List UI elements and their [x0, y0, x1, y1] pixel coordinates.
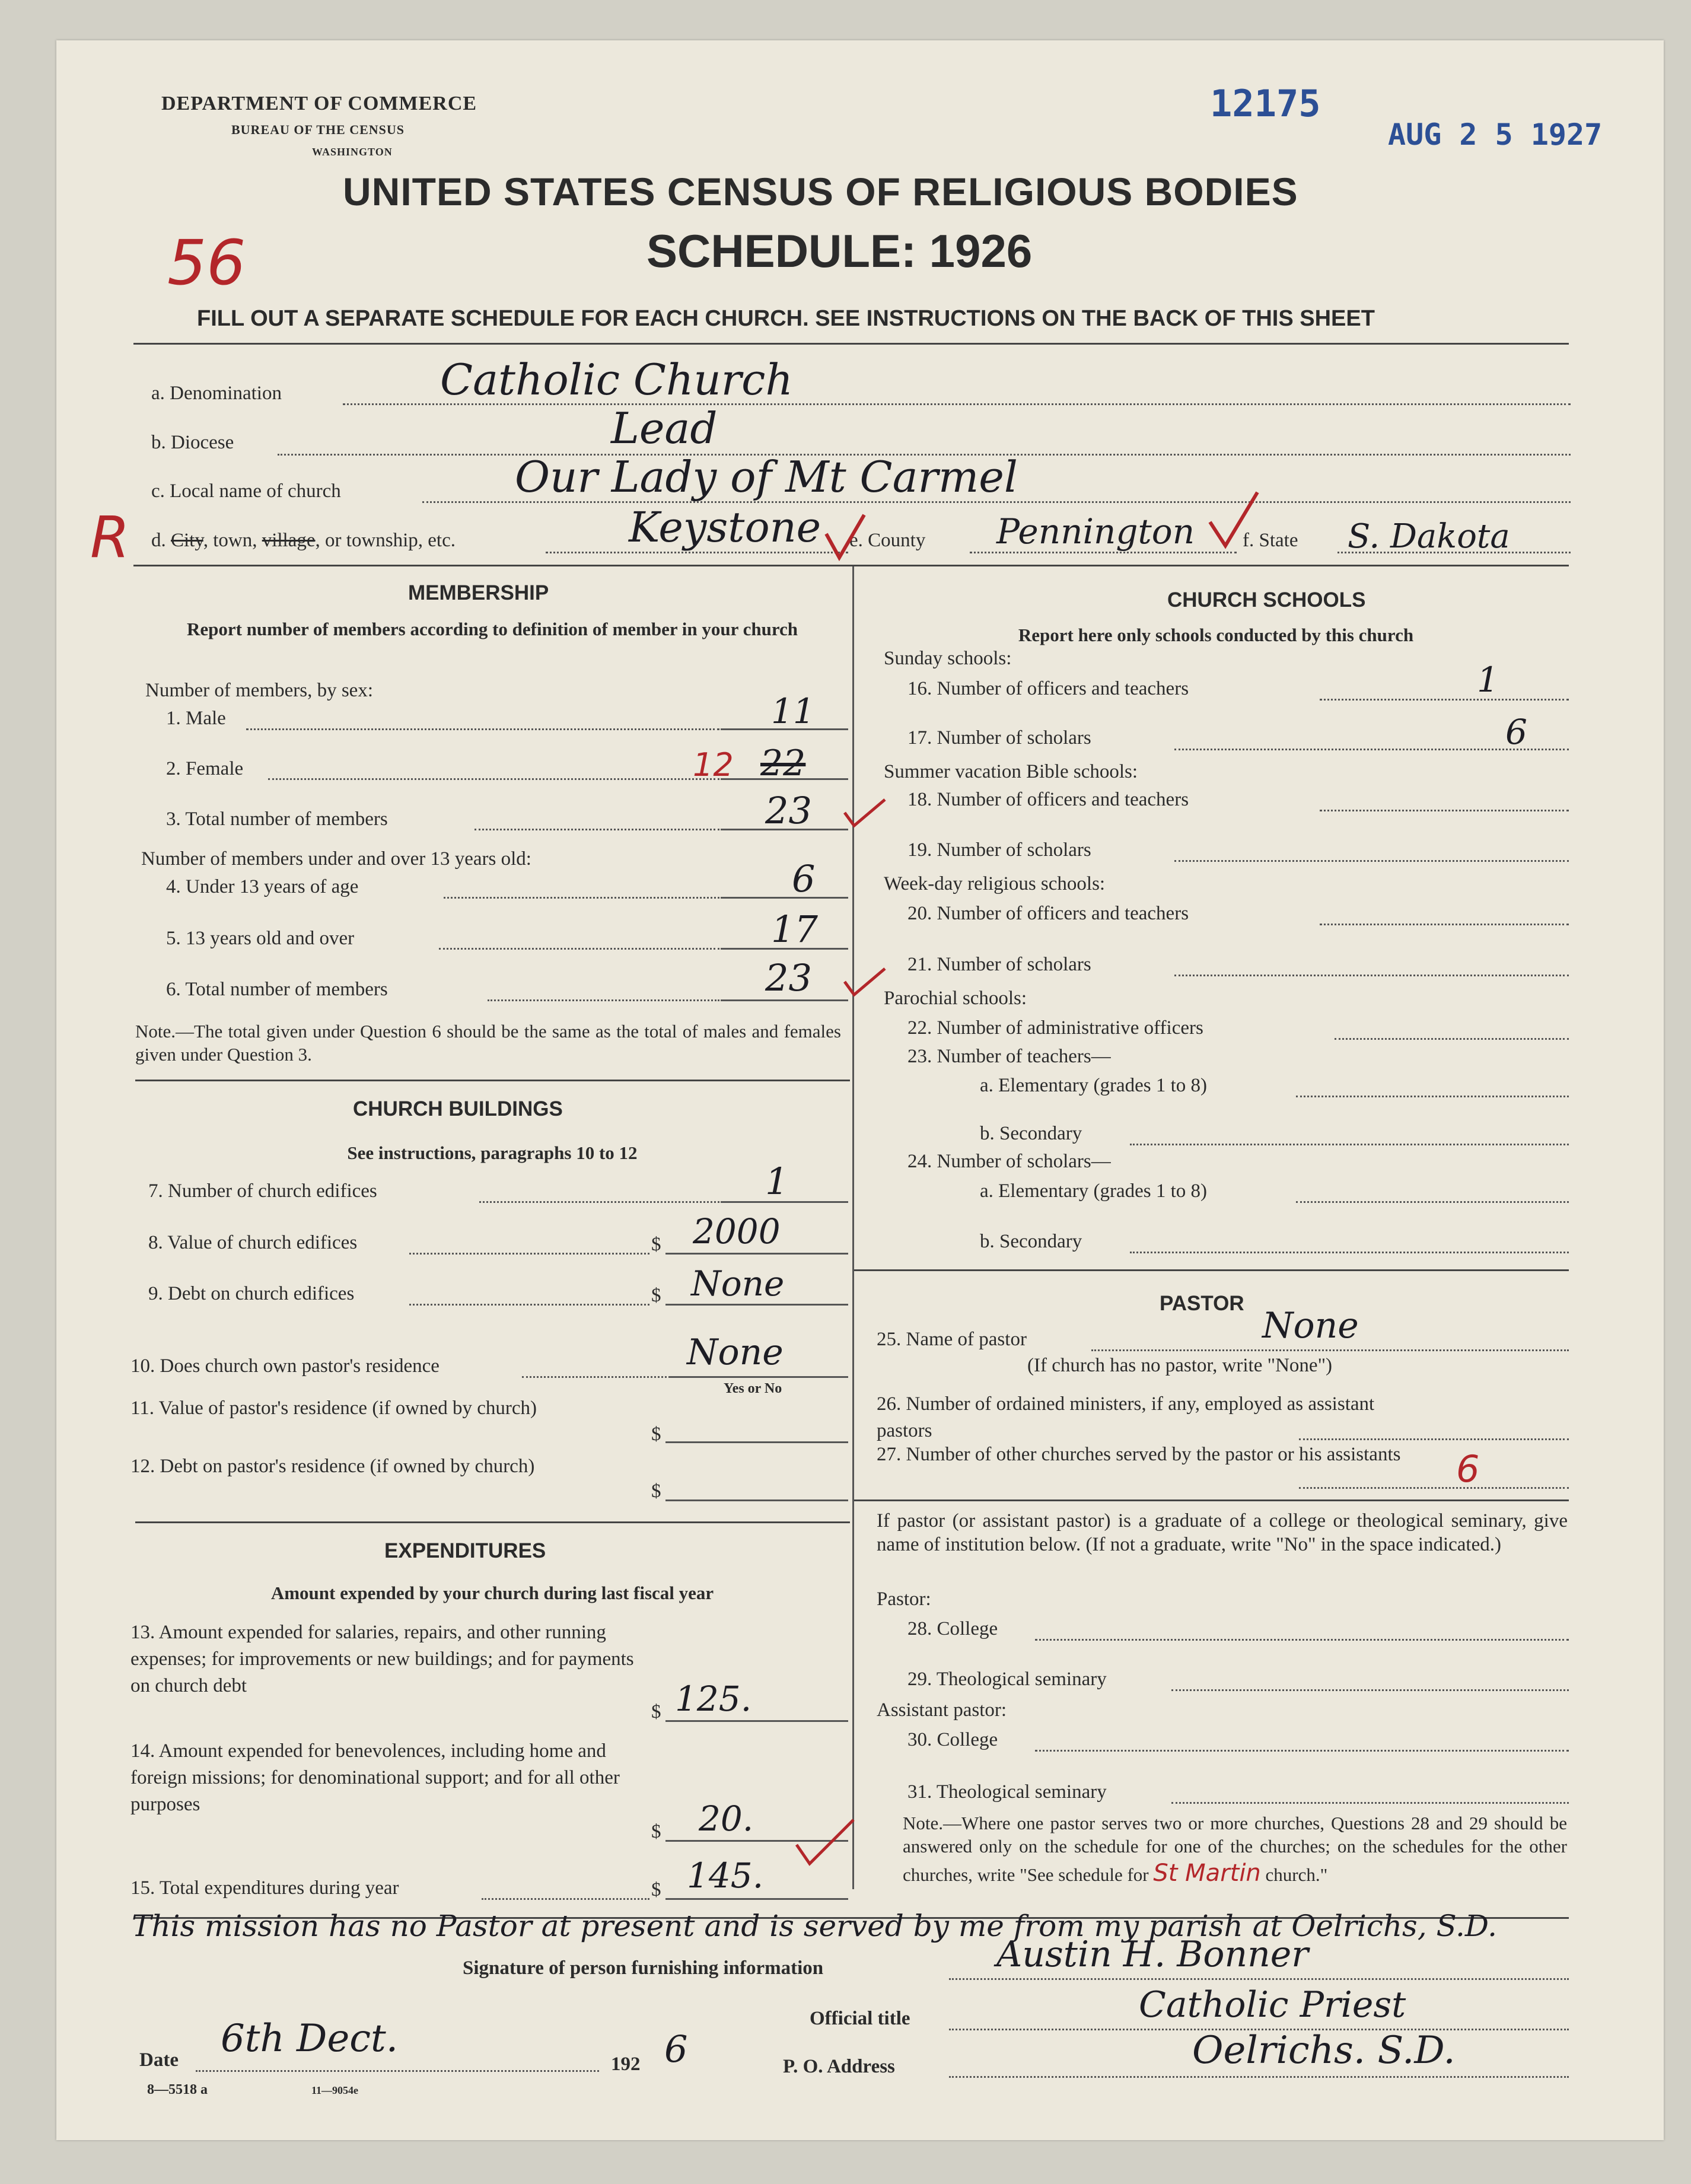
q4-leader [444, 897, 719, 899]
date-label: Date [139, 2049, 179, 2071]
state-label: f. State [1243, 530, 1298, 551]
county-label: e. County [849, 530, 926, 551]
q29-label: 29. Theological seminary [907, 1669, 1107, 1690]
q9-label: 9. Debt on church edifices [148, 1283, 355, 1304]
q1-leader [246, 728, 719, 730]
pastor-note-text: Note.—Where one pastor serves two or more churches, Questions 28 and 29 should be answered only on the schedule for one of the churches; on the schedules for the other churches, write "See schedule for [903, 1813, 1567, 1885]
q24a-answer-line [1296, 1201, 1569, 1203]
pastor-top-rule [854, 1499, 1569, 1501]
q24a-label: a. Elementary (grades 1 to 8) [980, 1180, 1208, 1202]
q10-value: None [687, 1332, 784, 1373]
q16-label: 16. Number of officers and teachers [907, 678, 1189, 699]
expenditures-heading: EXPENDITURES [384, 1539, 546, 1562]
pastor-note [903, 1812, 1567, 1888]
schedule-year: SCHEDULE: 1926 [647, 225, 1033, 277]
q23b-answer-line [1130, 1144, 1569, 1145]
q23b-label: b. Secondary [980, 1123, 1082, 1144]
year-value: 6 [664, 2027, 688, 2071]
date-value: 6th Dect. [221, 2017, 399, 2061]
q13-value: 125. [675, 1679, 752, 1719]
signature-value: Austin H. Bonner [996, 1934, 1308, 1975]
q31-label: 31. Theological seminary [907, 1781, 1107, 1803]
q11-answer-line [665, 1441, 848, 1443]
q29-answer-line [1171, 1689, 1569, 1691]
date-line [196, 2070, 599, 2072]
town-label-prefix: d. [151, 530, 166, 551]
official-title-value: Catholic Priest [1139, 1984, 1406, 2026]
buildings-bottom-rule [135, 1521, 850, 1523]
q2-value: 12 [693, 746, 734, 784]
weekday-schools-heading: Week-day religious schools: [884, 873, 1106, 894]
q2-leader [268, 778, 719, 780]
church-schools-instruction: Report here only schools conducted by this church [1018, 625, 1414, 645]
church-buildings-heading: CHURCH BUILDINGS [353, 1097, 563, 1120]
q8-answer-line [665, 1253, 848, 1255]
q9-answer-line [665, 1304, 848, 1306]
pastor-education-heading: Pastor: [877, 1588, 931, 1610]
diocese-label: b. Diocese [151, 432, 234, 453]
q8-dollar: $ [651, 1234, 661, 1255]
q2-label: 2. Female [166, 758, 244, 779]
signature-line [949, 1978, 1569, 1980]
print-code: 11—9054e [311, 2084, 358, 2096]
q19-label: 19. Number of scholars [907, 839, 1091, 861]
q6-value: 23 [765, 956, 812, 999]
q23-label: 23. Number of teachers— [907, 1046, 1111, 1067]
q17-label: 17. Number of scholars [907, 727, 1091, 749]
q9-dollar: $ [651, 1285, 661, 1306]
town-line [546, 552, 848, 553]
q25-label: 25. Name of pastor [877, 1329, 1027, 1350]
local-church-name-value: Our Lady of Mt Carmel [515, 452, 1018, 502]
town-value: Keystone [629, 503, 821, 552]
q12-dollar: $ [651, 1481, 661, 1502]
sunday-schools-heading: Sunday schools: [884, 648, 1012, 669]
center-column-divider [852, 566, 854, 1889]
q27-answer-line [1299, 1487, 1569, 1489]
q16-answer-line [1320, 699, 1569, 701]
q5-value: 17 [771, 908, 818, 951]
year-prefix: 192 [611, 2054, 641, 2075]
q13-label: 13. Amount expended for salaries, repairs, and other running expenses; for improvements or new buildings; and for payments on church debt [130, 1622, 634, 1696]
q26-answer-line [1299, 1438, 1569, 1440]
membership-note: Note.—The total given under Question 6 should be the same as the total of males and females given under Question 3. [135, 1021, 841, 1065]
q14-value: 20. [699, 1798, 754, 1839]
q10-hint: Yes or No [724, 1381, 782, 1396]
schools-bottom-rule [854, 1269, 1569, 1271]
denomination-value: Catholic Church [440, 355, 793, 405]
town-label-mid: , town, [203, 530, 257, 551]
q26-label: 26. Number of ordained ministers, if any, employed as assistant pastors [877, 1393, 1375, 1441]
q18-answer-line [1320, 810, 1569, 811]
membership-bottom-rule [135, 1080, 850, 1081]
q27-label: 27. Number of other churches served by the pastor or his assistants [877, 1444, 1401, 1465]
q7-label: 7. Number of church edifices [148, 1180, 377, 1202]
q21-answer-line [1174, 975, 1569, 976]
q17-value: 6 [1505, 712, 1527, 752]
membership-instruction: Report number of members according to definition of member in your church [186, 619, 798, 639]
church-buildings-instruction: See instructions, paragraphs 10 to 12 [347, 1142, 638, 1163]
q27-value: 6 [1456, 1447, 1480, 1491]
q19-answer-line [1174, 860, 1569, 862]
q4-value: 6 [792, 857, 816, 900]
q3-value: 23 [765, 789, 812, 832]
q5-label: 5. 13 years old and over [166, 928, 355, 949]
q24-label: 24. Number of scholars— [907, 1151, 1111, 1172]
pastor-note-end: church." [1265, 1864, 1328, 1885]
q9-leader [409, 1304, 649, 1306]
q20-label: 20. Number of officers and teachers [907, 903, 1189, 924]
separate-schedule-instruction: FILL OUT A SEPARATE SCHEDULE FOR EACH CHURCH. SEE INSTRUCTIONS ON THE BACK OF THIS SHEET [197, 306, 1375, 331]
q6-answer-line [721, 999, 848, 1001]
ident-bottom-rule [133, 565, 1569, 566]
denomination-label: a. Denomination [151, 383, 282, 404]
official-title-label: Official title [810, 2008, 910, 2029]
q15-leader [482, 1898, 649, 1900]
department-name: DEPARTMENT OF COMMERCE [161, 93, 477, 114]
q4-label: 4. Under 13 years of age [166, 876, 359, 897]
red-check-q6 [841, 964, 889, 999]
county-value: Pennington [996, 511, 1195, 552]
q13-answer-line [665, 1720, 848, 1722]
town-label-suffix: , or township, etc. [315, 530, 456, 551]
q25-value: None [1262, 1305, 1359, 1346]
q14-label: 14. Amount expended for benevolences, including home and foreign missions; for denominational support; and for all other purposes [130, 1740, 620, 1815]
q6-label: 6. Total number of members [166, 979, 388, 1000]
file-number-stamp: 12175 [1210, 82, 1321, 125]
q14-dollar: $ [651, 1821, 661, 1842]
members-by-sex-heading: Number of members, by sex: [145, 680, 373, 701]
red-check-town [821, 510, 869, 563]
form-title: UNITED STATES CENSUS OF RELIGIOUS BODIES [343, 170, 1298, 214]
received-date-stamp: AUG 2 5 1927 [1388, 117, 1603, 152]
bureau-name: BUREAU OF THE CENSUS [231, 122, 405, 137]
q8-label: 8. Value of church edifices [148, 1232, 358, 1253]
town-label-village-struck: village [262, 530, 316, 551]
q25-answer-line [1091, 1349, 1569, 1351]
q15-value: 145. [687, 1855, 764, 1896]
header-rule [133, 343, 1569, 345]
q12-answer-line [665, 1499, 848, 1501]
q22-label: 22. Number of administrative officers [907, 1017, 1203, 1039]
red-check-county [1204, 486, 1263, 552]
red-check-q14 [792, 1815, 857, 1868]
q15-label: 15. Total expenditures during year [130, 1877, 399, 1899]
pastor-heading: PASTOR [1160, 1292, 1244, 1315]
q9-value: None [691, 1263, 785, 1304]
q1-value: 11 [771, 691, 815, 731]
q28-answer-line [1035, 1639, 1569, 1641]
q8-leader [409, 1253, 649, 1255]
q24b-label: b. Secondary [980, 1231, 1082, 1252]
q16-value: 1 [1477, 660, 1499, 700]
pastor-note-fill: St Martin [1153, 1859, 1261, 1887]
q4-answer-line [721, 897, 848, 899]
q6-leader [488, 999, 719, 1001]
address-line [949, 2076, 1569, 2078]
q23a-label: a. Elementary (grades 1 to 8) [980, 1075, 1208, 1096]
form-code: 8—5518 a [147, 2082, 208, 2097]
graduate-instruction: If pastor (or assistant pastor) is a graduate of a college or theological seminary, give name of institution below. (If not a graduate, write "No" in the space indicated.) [877, 1510, 1568, 1555]
membership-heading: MEMBERSHIP [408, 581, 549, 604]
red-pencil-number: 56 [167, 227, 246, 299]
mission-remark: This mission has no Pastor at present and is served by me from my parish at Oelrichs, S.D. [132, 1909, 1498, 1943]
q3-leader [475, 829, 719, 830]
q5-leader [439, 948, 719, 950]
q11-dollar: $ [651, 1424, 661, 1445]
q31-answer-line [1171, 1802, 1569, 1804]
signature-label: Signature of person furnishing information [463, 1957, 824, 1979]
expenditures-instruction: Amount expended by your church during last fiscal year [270, 1583, 714, 1603]
assistant-education-heading: Assistant pastor: [877, 1699, 1007, 1721]
church-schools-heading: CHURCH SCHOOLS [1167, 588, 1366, 612]
town-label [151, 530, 456, 552]
red-pencil-margin-mark: R [90, 504, 130, 571]
q7-value: 1 [765, 1160, 789, 1203]
q10-label: 10. Does church own pastor's residence [130, 1355, 440, 1377]
address-value: Oelrichs. S.D. [1192, 2029, 1456, 2072]
q22-answer-line [1335, 1038, 1569, 1040]
red-check-q3 [841, 795, 889, 830]
q3-label: 3. Total number of members [166, 808, 388, 830]
q23a-answer-line [1296, 1096, 1569, 1097]
summer-schools-heading: Summer vacation Bible schools: [884, 761, 1138, 782]
members-by-age-heading: Number of members under and over 13 years old: [141, 848, 531, 870]
local-church-name-label: c. Local name of church [151, 480, 341, 502]
q21-label: 21. Number of scholars [907, 954, 1091, 975]
q10-leader [522, 1376, 670, 1378]
bureau-city: WASHINGTON [312, 146, 393, 158]
state-value: S. Dakota [1348, 517, 1510, 556]
q30-label: 30. College [907, 1729, 998, 1750]
town-label-city-struck: City [171, 530, 203, 551]
q25-hint: (If church has no pastor, write "None") [1027, 1355, 1333, 1376]
q30-answer-line [1035, 1750, 1569, 1752]
q13-dollar: $ [651, 1701, 661, 1723]
q24b-answer-line [1130, 1252, 1569, 1253]
q10-answer-line [670, 1376, 848, 1378]
address-label: P. O. Address [783, 2056, 895, 2077]
q12-label: 12. Debt on pastor's residence (if owned by church) [130, 1456, 535, 1477]
q28-label: 28. College [907, 1618, 998, 1639]
q15-answer-line [665, 1898, 848, 1900]
parochial-schools-heading: Parochial schools: [884, 988, 1027, 1009]
q1-label: 1. Male [166, 708, 226, 729]
county-line [970, 552, 1237, 553]
q7-leader [479, 1201, 719, 1203]
q11-label: 11. Value of pastor's residence (if owned by church) [130, 1397, 537, 1419]
diocese-value: Lead [611, 403, 718, 453]
q15-dollar: $ [651, 1879, 661, 1900]
q20-answer-line [1320, 924, 1569, 925]
q18-label: 18. Number of officers and teachers [907, 789, 1189, 810]
q8-value: 2000 [693, 1211, 781, 1252]
q2-crossed-value: 22 [760, 743, 806, 784]
